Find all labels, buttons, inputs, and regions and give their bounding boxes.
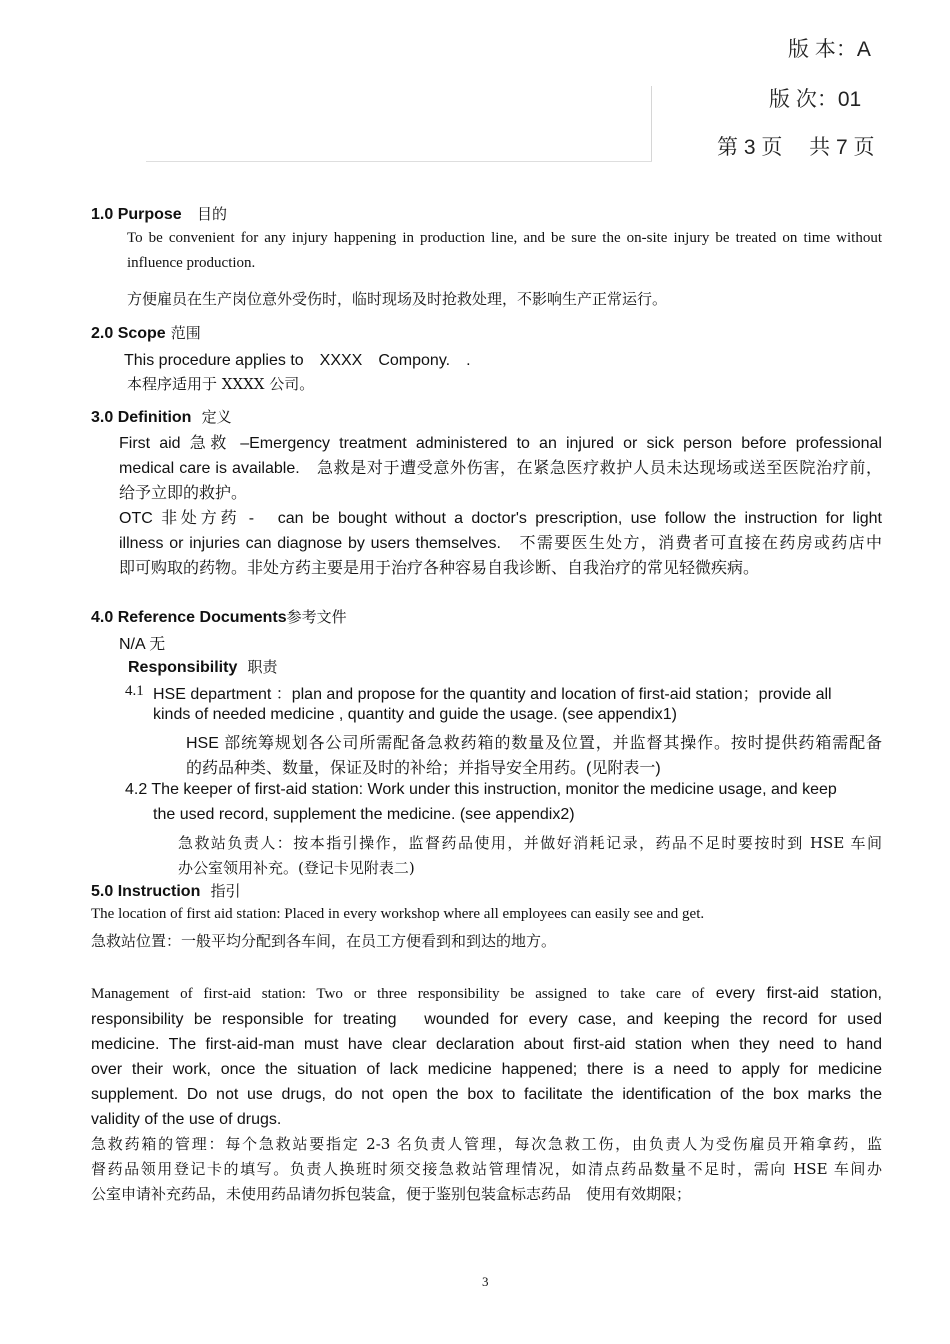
definition-first-aid-line1: First aid 急救 –Emergency treatment administered to an injured or sick person before professional xyxy=(119,435,882,452)
definition-title: 3.0 Definition xyxy=(91,409,192,426)
header-box-bottom-border xyxy=(146,161,652,162)
responsibility-item1-cn-line1: HSE 部统筹规划各公司所需配备急救药箱的数量及位置，并监督其操作。按时提供药箱需配备 xyxy=(186,735,882,752)
header-page-count: 第 3 页 共 7 页 xyxy=(717,136,875,159)
instruction-management-cn-line1: 急救药箱的管理：每个急救站要指定 2-3 名负责人管理，每次急救工伤，由负责人为受伤雇员开箱拿药，监 xyxy=(91,1135,882,1153)
definition-otc-line3: 即可购取的药物。非处方药主要是用于治疗各种容易自我诊断、自我治疗的常见轻微疾病。 xyxy=(119,560,760,577)
section-purpose-heading xyxy=(91,203,227,224)
header-version: 版 本：A xyxy=(788,38,871,61)
instruction-management-line3: medicine. The first-aid-man must have clear declaration about first-aid station when they need to hand xyxy=(91,1036,882,1053)
definition-otc-line2: illness or injuries can diagnose by users themselves. 不需要医生处方，消费者可直接在药房或药店中 xyxy=(119,535,882,552)
purpose-text-en-2: influence production. xyxy=(127,255,256,271)
instruction-management-line1: Management of first-aid station: Two or three responsibility be assigned to take care of every first-aid station, xyxy=(91,985,882,1002)
responsibility-item1-line1: HSE department ：plan and propose for the quantity and location of first-aid station；provide all xyxy=(153,686,832,703)
instruction-management-cn-line2: 督药品领用登记卡的填写。负责人换班时须交接急救站管理情况，如清点药品数量不足时，需向 HSE 车间办 xyxy=(91,1160,882,1178)
instruction-management-cn-line3: 公室申请补充药品，未使用药品请勿拆包装盒，便于鉴别包装盒标志药品 使用有效期限； xyxy=(91,1185,692,1203)
responsibility-item2-cn-line2: 办公室领用补充。(登记卡见附表二) xyxy=(178,859,415,877)
responsibility-item1-line2: kinds of needed medicine , quantity and guide the usage. (see appendix1) xyxy=(153,706,677,723)
header-revision: 版 次：01 xyxy=(769,88,862,111)
scope-title: 2.0 Scope xyxy=(91,325,166,342)
responsibility-item2-line1: 4.2 The keeper of first-aid station: Work under this instruction, monitor the medicine usage, and keep xyxy=(125,781,837,798)
section-responsibility-heading xyxy=(128,656,278,677)
header-box-right-border xyxy=(651,86,652,162)
definition-first-aid-line2: medical care is available. 急救是对于遭受意外伤害，在紧急医疗救护人员未达现场或送至医院治疗前， xyxy=(119,460,882,477)
responsibility-title-cn: 职责 xyxy=(247,658,278,676)
responsibility-item1-cn-line2: 的药品种类、数量，保证及时的补给；并指导安全用药。(见附表一) xyxy=(186,760,661,777)
instruction-location-en: The location of first aid station: Placed in every workshop where all employees can easily see and get. xyxy=(91,906,705,922)
purpose-title-cn: 目的 xyxy=(196,205,227,223)
responsibility-title: Responsibility xyxy=(128,659,238,676)
definition-first-aid xyxy=(119,431,882,581)
responsibility-item1-number: 4.1 xyxy=(125,683,144,699)
instruction-management-line6: validity of the use of drugs. xyxy=(91,1111,282,1128)
purpose-text-en-1: To be convenient for any injury happening in production line, and be sure the on-site injury be treated on time without xyxy=(127,230,882,246)
instruction-management-line4: over their work, once the situation of lack medicine happened; there is a need to apply for medicine xyxy=(91,1061,882,1078)
instruction-location-cn: 急救站位置：一般平均分配到各车间，在员工方便看到和到达的地方。 xyxy=(91,932,557,950)
instruction-title: 5.0 Instruction xyxy=(91,883,201,900)
page-number: 3 xyxy=(482,1274,489,1289)
references-title-cn: 参考文件 xyxy=(286,608,347,626)
purpose-text-cn: 方便雇员在生产岗位意外受伤时，临时现场及时抢救处理，不影响生产正常运行。 xyxy=(127,290,668,308)
section-scope-heading xyxy=(91,322,201,343)
responsibility-item2-cn-line1: 急救站负责人：按本指引操作，监督药品使用，并做好消耗记录，药品不足时要按时到 HSE 车间 xyxy=(178,834,882,852)
instruction-management-line2: responsibility be responsible for treating wounded for every case, and keeping the record for used xyxy=(91,1011,882,1028)
references-value: N/A 无 xyxy=(119,636,166,653)
section-instruction-heading xyxy=(91,880,241,901)
instruction-title-cn: 指引 xyxy=(210,882,241,900)
instruction-management-line5: supplement. Do not use drugs, do not open the box to facilitate the identification of the box marks the xyxy=(91,1086,882,1103)
definition-first-aid-line3: 给予立即的救护。 xyxy=(119,485,248,502)
scope-text-cn: 本程序适用于 XXXX 公司。 xyxy=(127,375,315,393)
purpose-title: 1.0 Purpose xyxy=(91,206,182,223)
section-definition-heading xyxy=(91,406,232,427)
references-title: 4.0 Reference Documents xyxy=(91,609,287,626)
responsibility-item2-cn xyxy=(178,831,882,881)
scope-title-cn: 范围 xyxy=(170,324,201,342)
definition-otc-line1: OTC 非处方药 - can be bought without a doctor's prescription, use follow the instruction for light xyxy=(119,510,882,527)
scope-text-en: This procedure applies to XXXX Compony. . xyxy=(124,352,471,369)
definition-title-cn: 定义 xyxy=(201,408,232,426)
responsibility-item2-line2: the used record, supplement the medicine. (see appendix2) xyxy=(153,806,575,823)
instruction-management-en xyxy=(91,980,882,1207)
responsibility-item1-cn xyxy=(186,731,882,781)
section-references-heading xyxy=(91,606,347,627)
